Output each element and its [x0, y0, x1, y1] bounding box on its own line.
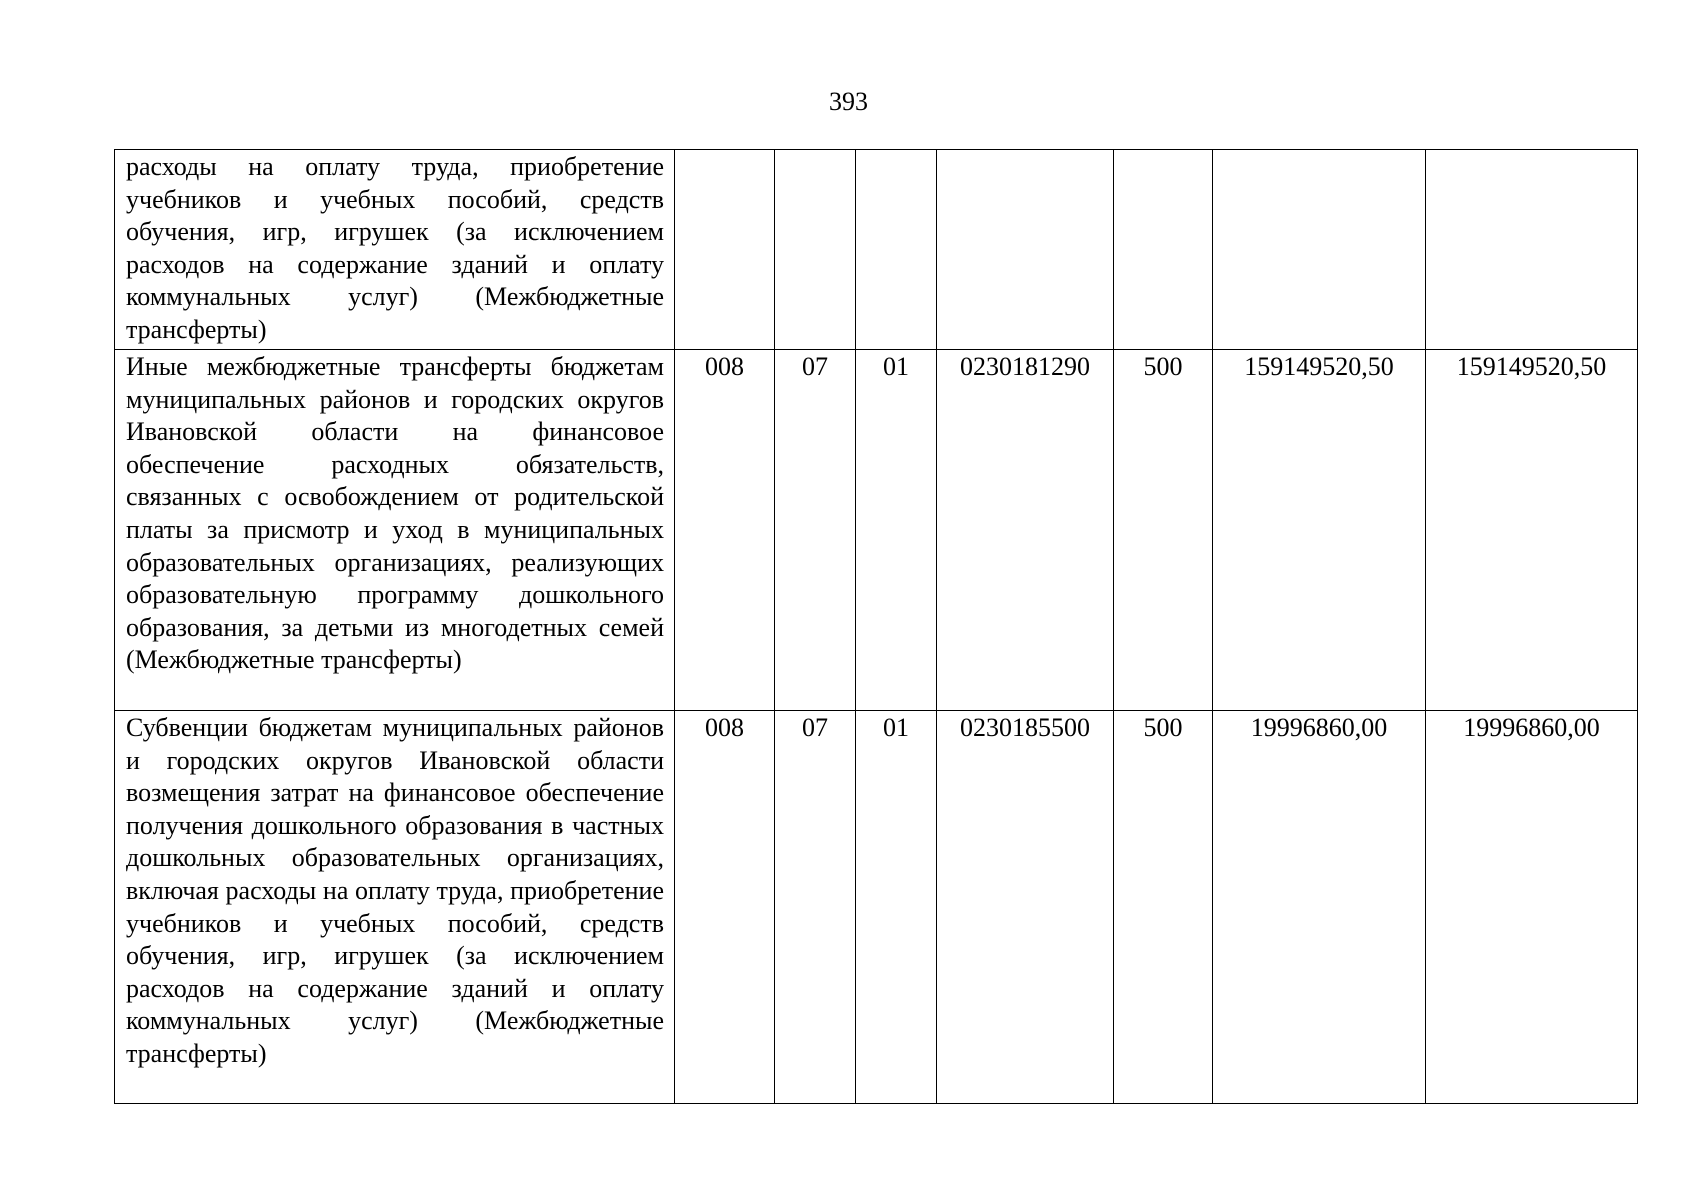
ministry-code: [675, 150, 775, 350]
row-description: Субвенции бюджетам муниципальных районов и городских округов Ивановской области возмещения затрат на финансовое обеспечение получения дошкольного образования в частных дошкольных образовательных организациях, включая расходы на оплату труда, приобретение учебников и учебных пособий, средств обучения, игр, игрушек (за исключением расходов на содержание зданий и оплату коммунальных услуг) (Межбюджетные трансферты): [115, 711, 675, 1104]
amount-year-2: 159149520,50: [1426, 350, 1638, 711]
amount-year-1: 159149520,50: [1213, 350, 1426, 711]
table-row: [115, 150, 1638, 350]
target-article-code: [937, 150, 1114, 350]
amount-year-1: 19996860,00: [1213, 711, 1426, 1104]
amount-year-2: [1426, 150, 1638, 350]
subsection-code: 01: [856, 350, 937, 711]
target-article-code: 0230185500: [937, 711, 1114, 1104]
amount-year-2: 19996860,00: [1426, 711, 1638, 1104]
expense-type-code: 500: [1114, 711, 1213, 1104]
section-code: 07: [775, 350, 856, 711]
budget-table: [114, 149, 1638, 1104]
row-description: Иные межбюджетные трансферты бюджетам муниципальных районов и городских округов Ивановской области на финансовое обеспечение расходных обязательств, связанных с освобождением от родительской платы за присмотр и уход в муниципальных образовательных организациях, реализующих образовательную программу дошкольного образования, за детьми из многодетных семей (Межбюджетные трансферты): [115, 350, 675, 711]
ministry-code: 008: [675, 350, 775, 711]
expense-type-code: 500: [1114, 350, 1213, 711]
table-row: [115, 350, 1638, 711]
subsection-code: [856, 150, 937, 350]
target-article-code: 0230181290: [937, 350, 1114, 711]
subsection-code: 01: [856, 711, 937, 1104]
amount-year-1: [1213, 150, 1426, 350]
row-description: расходы на оплату труда, приобретение учебников и учебных пособий, средств обучения, игр, игрушек (за исключением расходов на содержание зданий и оплату коммунальных услуг) (Межбюджетные трансферты): [115, 150, 675, 350]
page-number: 393: [829, 87, 868, 116]
section-code: 07: [775, 711, 856, 1104]
ministry-code: 008: [675, 711, 775, 1104]
table-row: [115, 711, 1638, 1104]
section-code: [775, 150, 856, 350]
expense-type-code: [1114, 150, 1213, 350]
